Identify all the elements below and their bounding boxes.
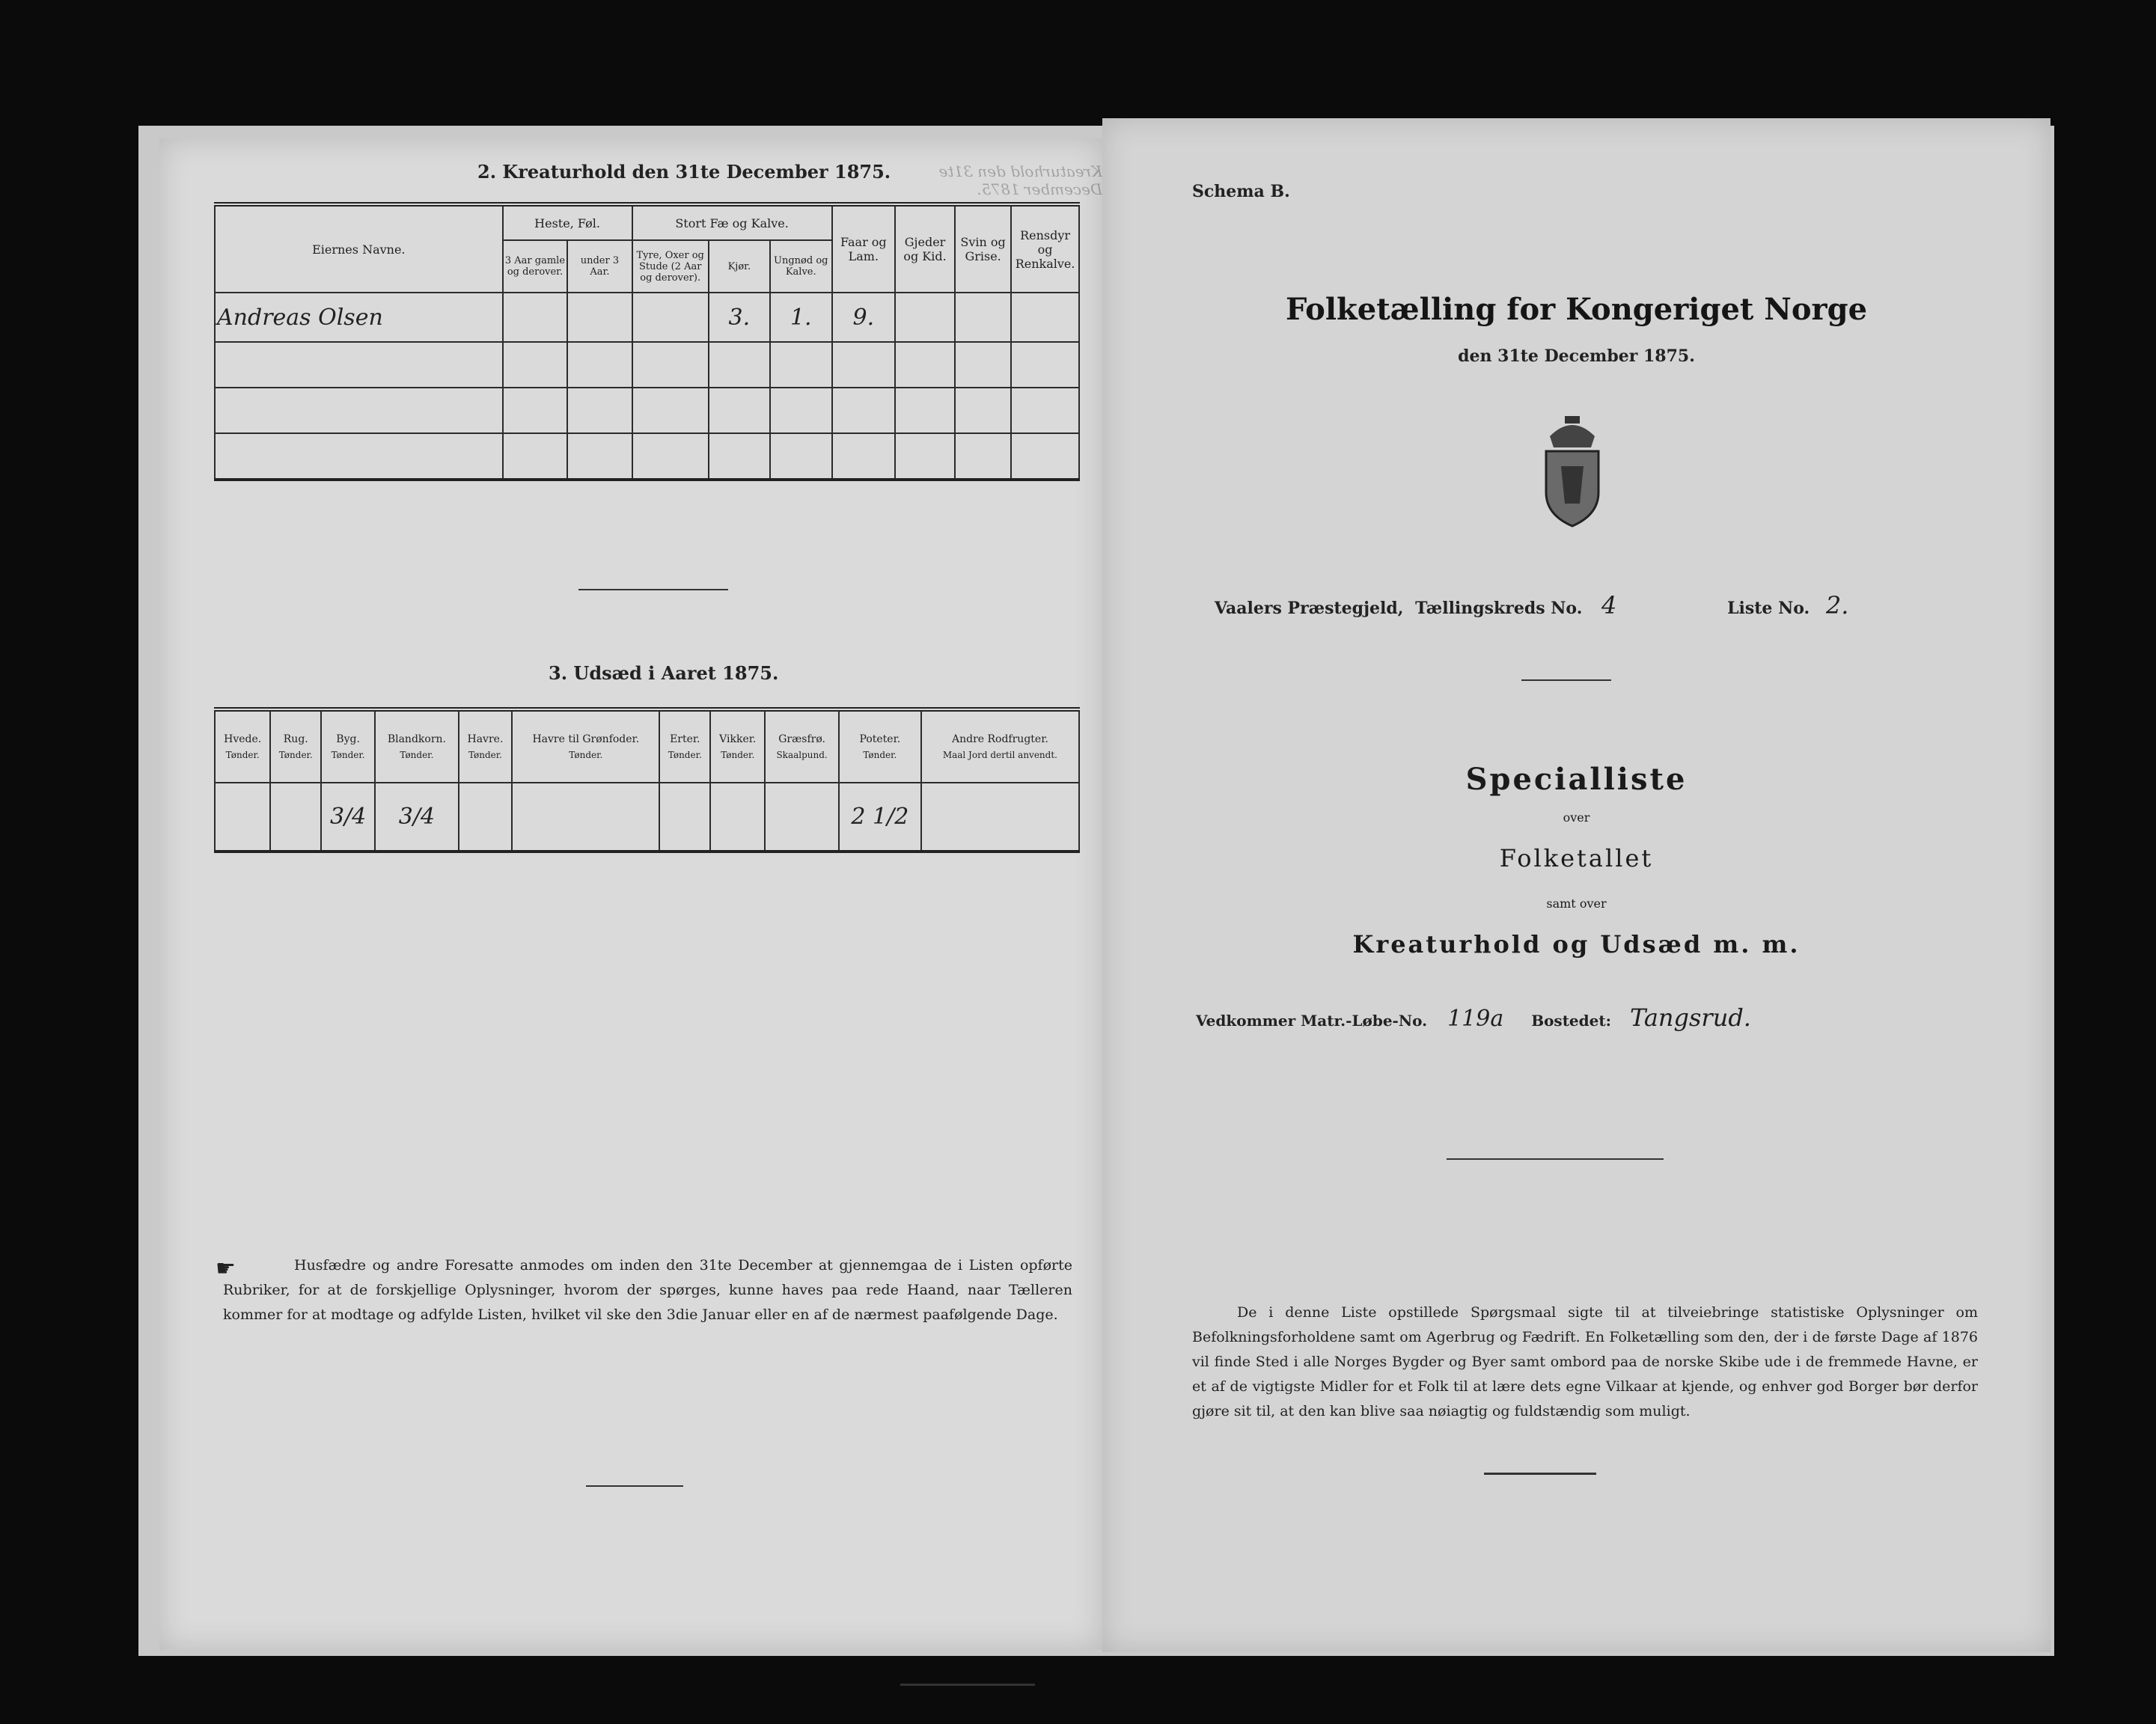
kreaturhold-heading: Kreaturhold og Udsæd m. m. bbox=[1352, 930, 1801, 959]
sowing-header-label: Poteter. bbox=[859, 733, 901, 745]
sowing-header-unit: Tønder. bbox=[863, 750, 897, 760]
stort-sub3: Ungnød og Kalve. bbox=[770, 240, 832, 293]
sowing-header-label: Erter. bbox=[670, 733, 700, 745]
sowing-value-8 bbox=[765, 783, 839, 852]
specialliste-heading: Specialliste bbox=[1465, 762, 1688, 797]
samt-over-label: samt over bbox=[1546, 896, 1607, 911]
owner-header: Eiernes Navne. bbox=[215, 204, 503, 293]
sowing-header-9 bbox=[839, 709, 921, 783]
stort-sub2: Kjør. bbox=[709, 240, 770, 293]
svin-header: Svin og Grise. bbox=[955, 204, 1011, 293]
sowing-header-1 bbox=[270, 709, 321, 783]
divider-line-bottom bbox=[586, 1485, 683, 1487]
gjeder-header: Gjeder og Kid. bbox=[895, 204, 955, 293]
sowing-header-unit: Maal Jord dertil anvendt. bbox=[942, 750, 1057, 760]
census-subtitle: den 31te December 1875. bbox=[1458, 346, 1695, 366]
stort-sub1: Tyre, Oxer og Stude (2 Aar og derover). bbox=[632, 240, 709, 293]
pointing-hand-icon: ☛ bbox=[216, 1256, 236, 1282]
sowing-header-label: Vikker. bbox=[719, 733, 757, 745]
sowing-value-2: 3/4 bbox=[321, 783, 375, 852]
district-label: Tællingskreds No. bbox=[1415, 599, 1583, 618]
parish-label: Vaalers Præstegjeld, bbox=[1215, 599, 1404, 618]
sowing-value-7 bbox=[710, 783, 765, 852]
section3-title: 3. Udsæd i Aaret 1875. bbox=[549, 662, 779, 684]
sowing-header-4 bbox=[459, 709, 512, 783]
sowing-header-unit: Tønder. bbox=[278, 750, 313, 760]
sowing-header-unit: Tønder. bbox=[468, 750, 502, 760]
sowing-value-4 bbox=[459, 783, 512, 852]
table-row bbox=[215, 293, 1079, 342]
sowing-header-10 bbox=[921, 709, 1079, 783]
sowing-value-9: 2 1/2 bbox=[839, 783, 921, 852]
kjor-value: 3. bbox=[709, 293, 770, 342]
faar-header: Faar og Lam. bbox=[832, 204, 895, 293]
bostedet-label: Bostedet: bbox=[1531, 1012, 1611, 1030]
sowing-value-6 bbox=[659, 783, 710, 852]
left-page bbox=[159, 138, 1102, 1650]
right-page bbox=[1102, 118, 2050, 1652]
list-label: Liste No. bbox=[1727, 599, 1810, 618]
sowing-header-unit: Tønder. bbox=[225, 750, 260, 760]
sowing-value-3: 3/4 bbox=[375, 783, 459, 852]
sowing-header-unit: Tønder. bbox=[331, 750, 365, 760]
notice-left bbox=[216, 1253, 1072, 1327]
schema-label: Schema B. bbox=[1192, 182, 1290, 201]
section2-ghost-text: Kreaturhold den 31te December 1875. bbox=[938, 162, 1102, 198]
coat-of-arms-icon bbox=[1527, 410, 1617, 530]
livestock-table bbox=[214, 202, 1080, 481]
sowing-table bbox=[214, 707, 1080, 853]
matrikkel-line bbox=[1196, 1003, 1751, 1032]
sowing-header-6 bbox=[659, 709, 710, 783]
divider-line-3 bbox=[1484, 1473, 1596, 1475]
sowing-value-10 bbox=[921, 783, 1079, 852]
rensdyr-header: Rensdyr og Renkalve. bbox=[1011, 204, 1079, 293]
divider-line bbox=[1521, 679, 1611, 681]
notice-right-text: De i denne Liste opstillede Spørgsmaal sigte til at tilveiebringe statistiske Oplysninger om Befolkningsforholdene samt om Agerbrug og Fædrift. En Folketælling som den, der i de første Dage af 1876 vil finde Sted i alle Norges Bygder og Byer samt ombord paa de norske Skibe ude i de fremmede Havne, er et af de vigtigste Midler for et Folk til at lære dets egne Vilkaar at kjende, og enhver god Borger bør derfor gjøre sit til, at den kan blive saa nøiagtig og fuldstændig som muligt. bbox=[1192, 1304, 1978, 1419]
sowing-header-unit: Skaalpund. bbox=[776, 750, 828, 760]
stort-header: Stort Fæ og Kalve. bbox=[632, 204, 832, 240]
sowing-header-5 bbox=[512, 709, 659, 783]
heste-header: Heste, Føl. bbox=[503, 204, 632, 240]
sowing-header-label: Græsfrø. bbox=[778, 733, 825, 745]
ungnod-value: 1. bbox=[770, 293, 832, 342]
sowing-header-unit: Tønder. bbox=[569, 750, 603, 760]
sowing-header-label: Havre. bbox=[467, 733, 504, 745]
notice-right bbox=[1192, 1300, 1978, 1424]
district-value: 4 bbox=[1601, 591, 1617, 620]
folketallet-heading: Folketallet bbox=[1499, 844, 1654, 872]
heste-sub1: 3 Aar gamle og derover. bbox=[503, 240, 568, 293]
heste-sub2: under 3 Aar. bbox=[567, 240, 632, 293]
sowing-header-0 bbox=[215, 709, 270, 783]
sowing-header-label: Byg. bbox=[336, 733, 360, 745]
census-title: Folketælling for Kongeriget Norge bbox=[1285, 292, 1868, 327]
bostedet-value: Tangsrud. bbox=[1629, 1003, 1751, 1032]
section2-title: 2. Kreaturhold den 31te December 1875. bbox=[477, 161, 891, 183]
sowing-value-0 bbox=[215, 783, 270, 852]
divider-line bbox=[578, 589, 728, 590]
faar-value: 9. bbox=[832, 293, 895, 342]
sowing-header-label: Rug. bbox=[283, 733, 308, 745]
over-label: over bbox=[1563, 810, 1590, 825]
place-line bbox=[1215, 591, 1848, 620]
sowing-header-2 bbox=[321, 709, 375, 783]
sowing-header-7 bbox=[710, 709, 765, 783]
sowing-header-unit: Tønder. bbox=[400, 750, 434, 760]
sowing-header-label: Hvede. bbox=[224, 733, 262, 745]
sowing-header-label: Havre til Grønfoder. bbox=[532, 733, 640, 745]
matr-value: 119a bbox=[1447, 1006, 1504, 1032]
sowing-header-unit: Tønder. bbox=[721, 750, 755, 760]
owner-name: Andreas Olsen bbox=[215, 293, 503, 342]
sowing-header-3 bbox=[375, 709, 459, 783]
matr-label: Vedkommer Matr.-Løbe-No. bbox=[1196, 1012, 1428, 1030]
sowing-header-label: Blandkorn. bbox=[387, 733, 446, 745]
sowing-header-label: Andre Rodfrugter. bbox=[951, 733, 1048, 745]
sowing-header-unit: Tønder. bbox=[668, 750, 702, 760]
table-row bbox=[215, 783, 1079, 852]
sowing-header-8 bbox=[765, 709, 839, 783]
sowing-value-5 bbox=[512, 783, 659, 852]
scribble-mark bbox=[900, 1684, 1035, 1686]
list-value: 2. bbox=[1825, 591, 1849, 620]
notice-left-text: Husfædre og andre Foresatte anmodes om inden den 31te December at gjennemgaa de i Listen opførte Rubriker, for at de forskjellige Oplysninger, hvorom der spørges, kunne haves paa rede Haand, naar Tælleren kommer for at modtage og adfylde Listen, hvilket vil ske den 3die Januar eller en af de nærmest paafølgende Dage. bbox=[223, 1257, 1072, 1323]
divider-line-2 bbox=[1447, 1158, 1664, 1160]
sowing-value-1 bbox=[270, 783, 321, 852]
